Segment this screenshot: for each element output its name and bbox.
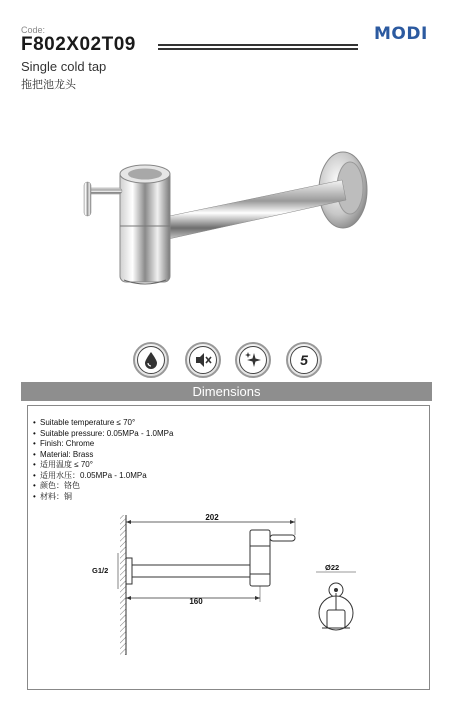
sparkle-icon xyxy=(235,342,271,378)
spec-list xyxy=(33,418,173,502)
section-header: Dimensions xyxy=(21,382,432,401)
warranty-icon xyxy=(286,342,322,378)
spec-item: • Suitable pressure: 0.05MPa - 1.0MPa xyxy=(33,428,174,438)
mute-icon xyxy=(185,342,221,378)
title-rule xyxy=(158,44,358,52)
code-label: Code: xyxy=(21,25,46,35)
water-drop-icon xyxy=(133,342,169,378)
feature-icons xyxy=(0,342,454,382)
spec-item: • 适用温度 ≤ 70° xyxy=(33,460,93,469)
warranty-years: 5 xyxy=(290,346,318,374)
spec-item: • 材料：铜 xyxy=(33,491,72,501)
spout-length-label: 160 xyxy=(189,597,203,606)
brand-logo: MODI xyxy=(374,24,428,44)
overall-length-label: 202 xyxy=(205,513,219,522)
product-name-en: Single cold tap xyxy=(21,59,107,74)
spec-item: • 适用水压：0.05MPa - 1.0MPa xyxy=(33,470,147,480)
spec-item: • Material: Brass xyxy=(33,449,94,459)
spec-item: • 颜色：铬色 xyxy=(33,481,80,490)
spec-item: • Suitable temperature ≤ 70° xyxy=(33,418,136,427)
technical-drawing xyxy=(92,510,400,660)
model-number: F802X02T09 xyxy=(21,34,136,55)
product-name-cn: 拖把池龙头 xyxy=(21,79,76,91)
flange-diameter-label: Ø22 xyxy=(325,563,340,572)
thread-label: G1/2 xyxy=(92,566,109,575)
product-photo xyxy=(60,130,400,300)
spec-item: • Finish: Chrome xyxy=(33,439,95,448)
